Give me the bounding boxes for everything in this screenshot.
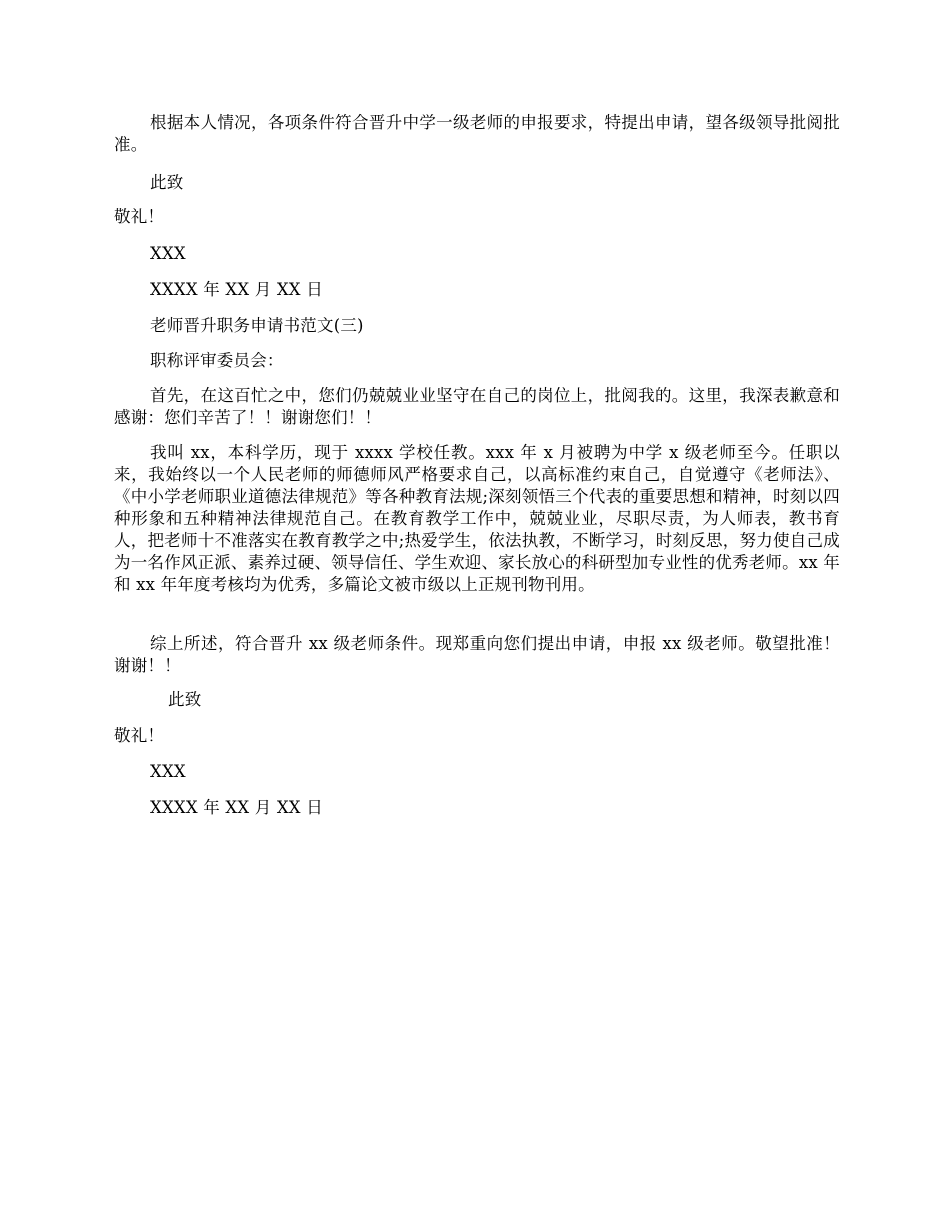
salutation: 敬礼！	[114, 207, 165, 226]
signer-name-2: XXX	[150, 762, 186, 781]
paragraph-conclusion: 综上所述，符合晋升 xx 级老师条件。现郑重向您们提出申请，申报 xx 级老师。敬望批准！谢谢！！	[114, 634, 840, 675]
paragraph-application-request: 根据本人情况，各项条件符合晋升中学一级老师的申报要求，特提出申请，望各级领导批阅批准。	[114, 113, 840, 154]
signature-date: XXXX 年 XX 月 XX 日	[150, 280, 323, 299]
section-title: 老师晋升职务申请书范文(三)	[150, 316, 364, 335]
paragraph-thanks: 首先，在这百忙之中，您们仍兢兢业业坚守在自己的岗位上，批阅我的。这里，我深表歉意和感谢：您们辛苦了！！谢谢您们！！	[114, 386, 840, 427]
paragraph-self-introduction: 我叫 xx，本科学历，现于 xxxx 学校任教。xxx 年 x 月被聘为中学 x 级老师至今。任职以来，我始终以一个人民老师的师德师风严格要求自己，以高标准约束自己，自觉遵守《老师法》、《中小学老师职业道德法律规范》等各种教育法规;深刻领悟三个代表的重要思想和精神，时刻以四种形象和五种精神法律规范自己。在教育教学工作中，兢兢业业，尽职尽责，为人师表，教书育人，把老师十不准落实在教育教学之中;热爱学生，依法执教，不断学习，时刻反思，努力使自己成为一名作风正派、素养过硬、领导信任、学生欢迎、家长放心的科研型加专业性的优秀老师。xx 年和 xx 年年度考核均为优秀，多篇论文被市级以上正规刊物刊用。	[114, 443, 840, 594]
signer-name: XXX	[150, 244, 186, 263]
addressee-line: 职称评审委员会：	[150, 351, 284, 370]
salutation-2: 敬礼！	[114, 726, 165, 745]
closing-phrase-2: 此致	[168, 690, 202, 709]
closing-phrase: 此致	[150, 173, 184, 192]
signature-date-2: XXXX 年 XX 月 XX 日	[150, 798, 323, 817]
